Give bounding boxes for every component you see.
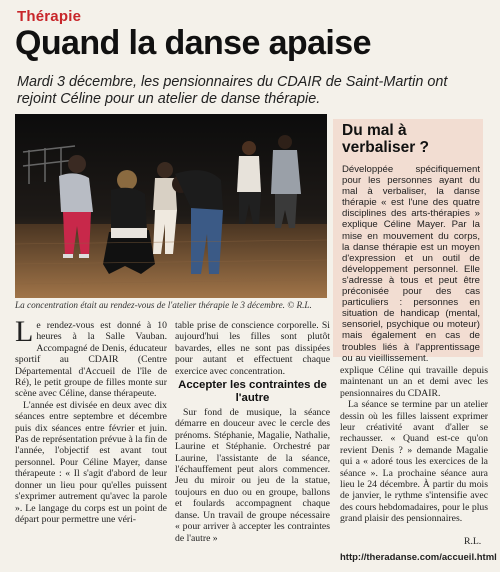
dance-therapy-photo — [15, 114, 327, 298]
drop-cap: L — [15, 315, 34, 348]
sidebar-text: Développée spécifiquement pour les personnes ayant du mal à verbaliser, la danse thérapie « est l'une des quatre disciplines des arts-thérapies » explique Céline Mayer. Par la mise en mouvement du corps, la danse thérapie est un moyen d'expression et un outil de développement personnel. Elle s'adresse à tous et peut être préconisée pour des cas particuliers : personnes en situation de handicap (mental, sensoriel, psychique ou moteur) mais également en cas de troubles liés à l'apprentissage ou au vieillissement. — [342, 164, 480, 364]
headline: Quand la danse apaise — [15, 24, 371, 62]
sidebar-title: Du mal à verbaliser ? — [342, 122, 430, 156]
paragraph: explique Céline qui travaille depuis maintenant un an et demi avec les pensionnaires du CDAIR. — [340, 365, 488, 399]
photo-caption: La concentration était au rendez-vous de l'atelier thérapie le 3 décembre. © R.L. — [15, 300, 312, 310]
body-column-3 — [340, 365, 488, 525]
source-url[interactable]: http://theradanse.com/accueil.html — [340, 552, 497, 563]
paragraph: Sur fond de musique, la séance démarre en douceur avec le cercle des prénoms. Stéphanie, Magalie, Nathalie, Laurine et Stéphanie. Orchestré par Laurine, l'assistante de la séance, l'échauffement peut alors commencer. Jeu du miroir ou jeu de la statue, toujours en duo ou en groupe, ballons et foulards accompagnent chaque danse. Un travail de groupe nécessaire « pour arriver à accepter les contraintes de l'autre » — [175, 407, 330, 544]
paragraph: table prise de conscience corporelle. Si aujourd'hui les filles sont plutôt bavardes, elles ne sont pas dissipées pour autant et effectuent chaque exercice avec concentration. — [175, 320, 330, 377]
section-rubric: Thérapie — [17, 8, 82, 25]
author-signature: R.L. — [464, 536, 482, 547]
body-column-1 — [15, 315, 167, 525]
paragraph: La séance se termine par un atelier dessin où les filles laissent exprimer leur créativité avant d'aller se rechausser. « Quand est-ce qu'on revient Denis ? » demande Magalie qui a « adoré tous les exercices de la séance ». La prochaine séance aura lieu le 24 décembre. À partir du mois de janvier, le rythme s'intensifie avec des cours hebdomadaires, pour le plus grand plaisir des pensionnaires. — [340, 399, 488, 525]
photo-illustration — [15, 114, 327, 298]
sidebar-box — [333, 119, 483, 364]
paragraph-text: e rendez-vous est donné à 10 heures à la Salle Vauban. Accompagné de Denis, éducateur sportif au CDAIR (Centre Départemental d'Accueil de l'île de Ré), le petit groupe de filles monte sur scène avec Céline, danse thérapeute. — [15, 320, 167, 400]
paragraph: L'année est divisée en deux avec dix séances entre septembre et décembre puis dix séances entre février et juin. Pas de représentation prévue à la fin de l'année, l'objectif est avant tout personnel. Pour Céline Mayer, danse thérapeute : « Il s'agit d'abord de leur donner un lieu pour qu'elles puissent s'exprimer autrement qu'avec la parole ». Le langage du corps est un point de départ pour permettre une véri- — [15, 399, 167, 525]
body-column-2 — [175, 320, 330, 544]
subheading: Accepter les contraintes de l'autre — [178, 379, 327, 404]
paragraph — [15, 315, 167, 400]
lead-paragraph: Mardi 3 décembre, les pensionnaires du CDAIR de Saint-Martin ont rejoint Céline pour un atelier de danse thérapie. — [17, 74, 448, 107]
